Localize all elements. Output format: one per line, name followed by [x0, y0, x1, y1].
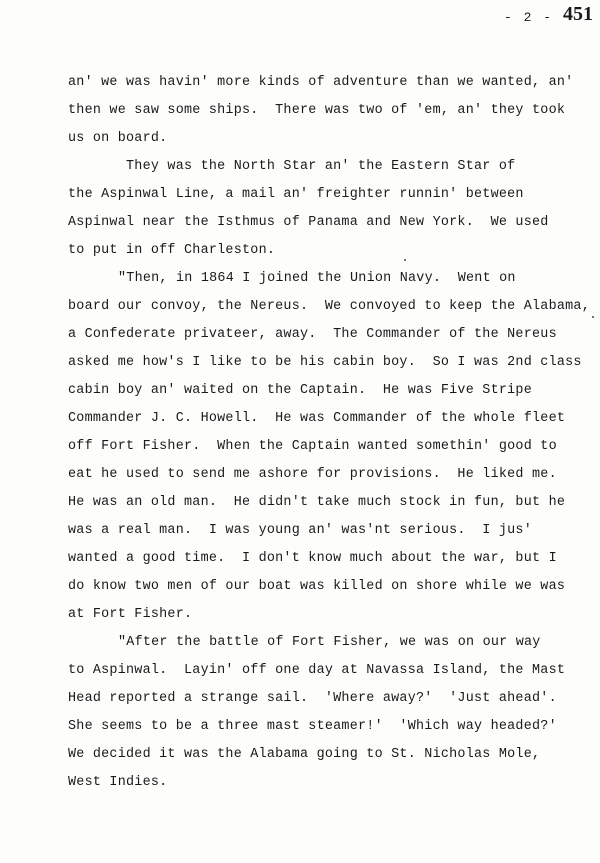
paper-speck — [404, 259, 406, 261]
text-line: to Aspinwal. Layin' off one day at Navassa Island, the Mast — [68, 663, 566, 678]
text-line: was a real man. I was young an' was'nt serious. I jus' — [68, 523, 532, 538]
paper-speck — [592, 316, 594, 318]
text-line: cabin boy an' waited on the Captain. He was Five Stripe — [68, 383, 532, 398]
text-line: We decided it was the Alabama going to St. Nicholas Mole, — [68, 747, 541, 762]
text-line: at Fort Fisher. — [68, 607, 193, 622]
text-line: Head reported a strange sail. 'Where away?' 'Just ahead'. — [68, 691, 557, 706]
text-line: He was an old man. He didn't take much stock in fun, but he — [68, 495, 566, 510]
text-line: board our convoy, the Nereus. We convoyed to keep the Alabama, — [68, 299, 590, 314]
text-line: They was the North Star an' the Eastern Star of — [126, 159, 516, 174]
text-line: then we saw some ships. There was two of 'em, an' they took — [68, 103, 566, 118]
text-line: the Aspinwal Line, a mail an' freighter runnin' between — [68, 187, 524, 202]
text-line: She seems to be a three mast steamer!' 'Which way headed?' — [68, 719, 557, 734]
text-line: "Then, in 1864 I joined the Union Navy. Went on — [118, 271, 516, 286]
text-line: off Fort Fisher. When the Captain wanted somethin' good to — [68, 439, 557, 454]
text-line: eat he used to send me ashore for provisions. He liked me. — [68, 467, 557, 482]
text-line: "After the battle of Fort Fisher, we was on our way — [118, 635, 541, 650]
text-line: asked me how's I like to be his cabin boy. So I was 2nd class — [68, 355, 582, 370]
text-line: wanted a good time. I don't know much about the war, but I — [68, 551, 557, 566]
text-line: Aspinwal near the Isthmus of Panama and New York. We used — [68, 215, 549, 230]
text-line: West Indies. — [68, 775, 168, 790]
page-number: 451 — [563, 3, 593, 25]
page-label: - 2 - — [504, 10, 554, 25]
text-line: an' we was havin' more kinds of adventure than we wanted, an' — [68, 75, 574, 90]
text-line: Commander J. C. Howell. He was Commander of the whole fleet — [68, 411, 566, 426]
text-line: a Confederate privateer, away. The Commander of the Nereus — [68, 327, 557, 342]
text-line: do know two men of our boat was killed on shore while we was — [68, 579, 566, 594]
text-line: to put in off Charleston. — [68, 243, 276, 258]
text-line: us on board. — [68, 131, 168, 146]
